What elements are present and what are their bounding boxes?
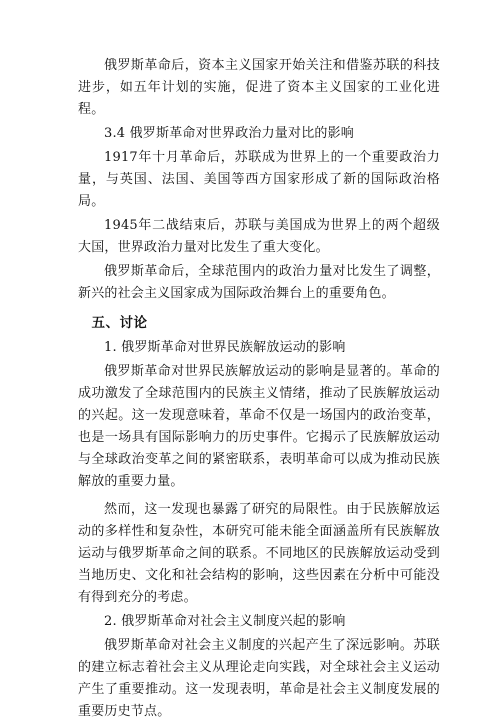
paragraph-liberation-impact: 俄罗斯革命对世界民族解放运动的影响是显著的。革命的成功激发了全球范围内的民族主义情绪，推动了民族解放运动的兴起。这一发现意味着，革命不仅是一场国内的政治变革，也是一场具有国际影响力的历史事件。它揭示了民族解放运动与全球政治变革之间的紧密联系，表明革命可以成为推动民族解放的重要力量。 (78, 364, 440, 489)
paragraph-global-adjustment: 俄罗斯革命后，全球范围内的政治力量对比发生了调整，新兴的社会主义国家成为国际政治舞台上的重要角色。 (78, 264, 440, 301)
paragraph-socialism-rise: 俄罗斯革命对社会主义制度的兴起产生了深远影响。苏联的建立标志着社会主义从理论走向实践，对全球社会主义运动产生了重要推动。这一发现表明，革命是社会主义制度发展的重要历史节点。 (78, 638, 440, 719)
document-body (78, 55, 440, 723)
paragraph-industrialization: 俄罗斯革命后，资本主义国家开始关注和借鉴苏联的科技进步，如五年计划的实施，促进了资本主义国家的工业化进程。 (78, 58, 440, 117)
subheading-discussion-1: 1. 俄罗斯革命对世界民族解放运动的影响 (104, 340, 346, 355)
paragraph-1945: 1945年二战结束后，苏联与美国成为世界上的两个超级大国，世界政治力量对比发生了重大变化。 (78, 218, 440, 255)
subheading-3-4: 3.4 俄罗斯革命对世界政治力量对比的影响 (104, 126, 355, 141)
paragraph-limitations: 然而，这一发现也暴露了研究的局限性。由于民族解放运动的多样性和复杂性，本研究可能未能全面涵盖所有民族解放运动与俄罗斯革命之间的联系。不同地区的民族解放运动受到当地历史、文化和社会结构的影响，这些因素在分析中可能没有得到充分的考虑。 (78, 502, 440, 605)
paragraph-1917: 1917年十月革命后，苏联成为世界上的一个重要政治力量，与英国、法国、美国等西方国家形成了新的国际政治格局。 (78, 150, 440, 209)
subheading-discussion-2: 2. 俄罗斯革命对社会主义制度兴起的影响 (104, 614, 346, 629)
section-heading-discussion: 五、讨论 (91, 315, 148, 331)
